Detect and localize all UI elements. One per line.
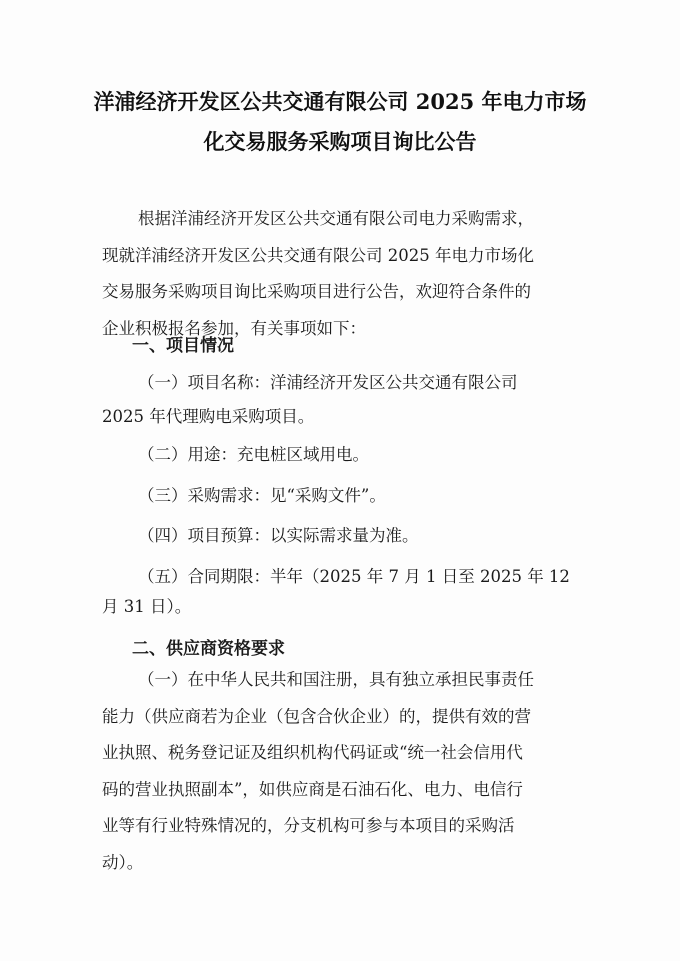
intro-line: 交易服务采购项目询比采购项目进行公告，欢迎符合条件的 xyxy=(102,282,531,301)
section-2-line: 业执照、税务登记证及组织机构代码证或“统一社会信用代 xyxy=(102,743,523,762)
section-1-heading: 一、项目情况 xyxy=(132,336,234,356)
section-1-item-4: （四）项目预算：以实际需求量为准。 xyxy=(138,526,419,545)
intro-paragraph xyxy=(102,201,580,347)
intro-line: 企业积极报名参加，有关事项如下： xyxy=(102,318,366,338)
section-2-line: 能力（供应商若为企业（包含合伙企业）的，提供有效的营 xyxy=(102,706,531,726)
section-2-line: （一）在中华人民共和国注册，具有独立承担民事责任 xyxy=(138,670,534,689)
title-line-2: 化交易服务采购项目询比公告 xyxy=(203,129,477,154)
section-2-line: 动）。 xyxy=(102,852,144,872)
section-2-line: 码的营业执照副本”，如供应商是石油石化、电力、电信行 xyxy=(102,779,523,799)
title-line-1: 洋浦经济开发区公共交通有限公司 2025 年电力市场 xyxy=(93,89,587,114)
section-2-line: 业等有行业特殊情况的，分支机构可参与本项目的采购活 xyxy=(102,816,515,835)
section-1-item-5: （五）合同期限：半年（2025 年 7 月 1 日至 2025 年 12 xyxy=(138,567,570,586)
section-2-heading: 二、供应商资格要求 xyxy=(132,639,285,659)
section-2-item-1 xyxy=(102,662,580,881)
intro-line: 根据洋浦经济开发区公共交通有限公司电力采购需求， xyxy=(138,209,534,228)
section-1-item-1: （一）项目名称：洋浦经济开发区公共交通有限公司 xyxy=(138,373,518,392)
section-1-item-1-cont: 2025 年代理购电采购项目。 xyxy=(102,407,315,426)
document-title xyxy=(60,82,620,162)
intro-line: 现就洋浦经济开发区公共交通有限公司 2025 年电力市场化 xyxy=(102,245,534,265)
section-1-item-3: （三）采购需求：见“采购文件”。 xyxy=(138,486,386,505)
section-1-item-5-cont: 月 31 日）。 xyxy=(102,597,192,616)
section-1-item-2: （二）用途：充电桩区域用电。 xyxy=(138,445,369,464)
